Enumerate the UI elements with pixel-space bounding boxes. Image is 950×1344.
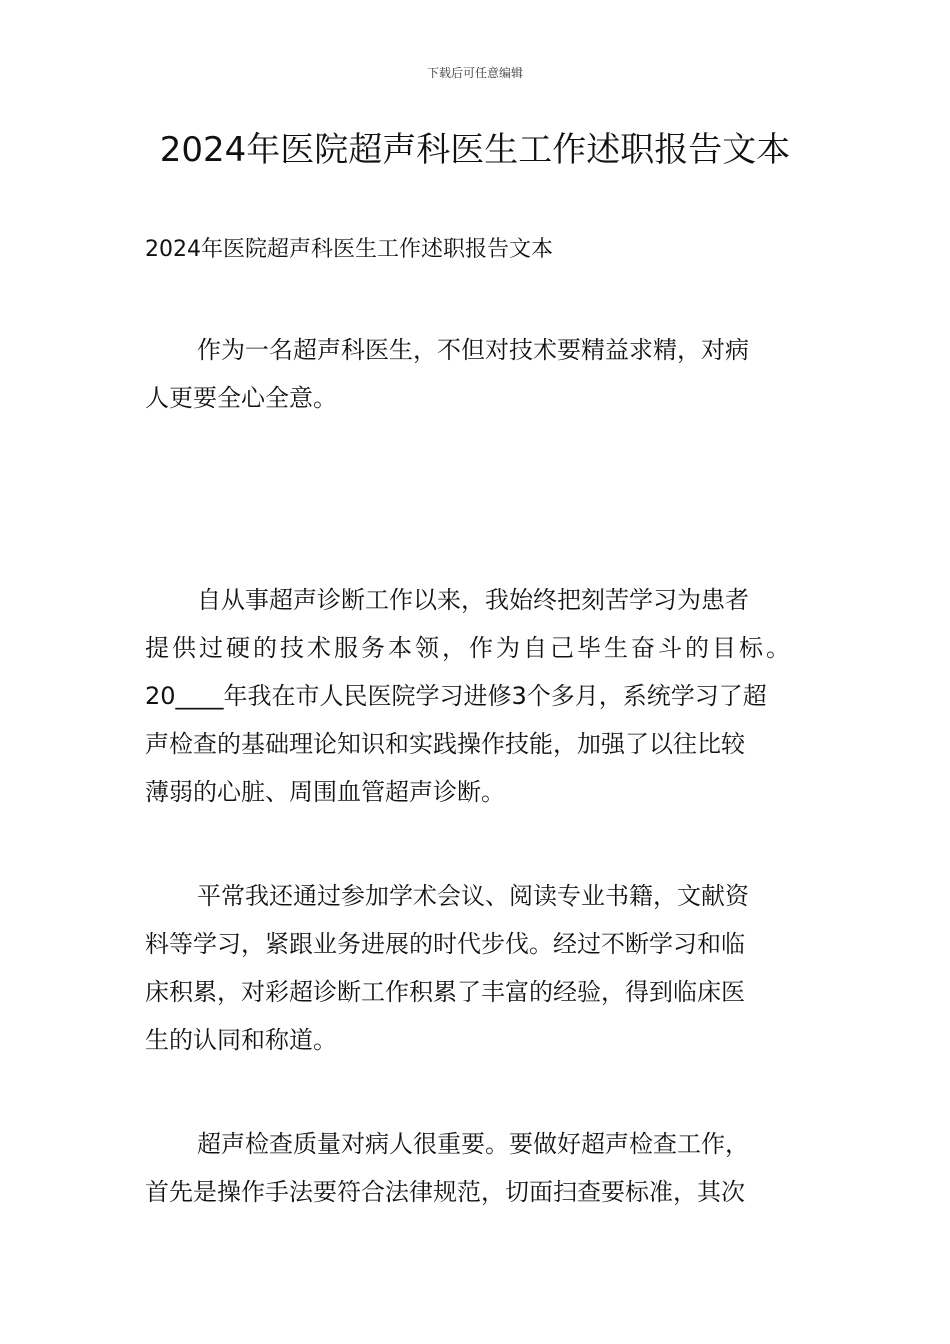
paragraph-line: 生的认同和称道。 (145, 1026, 337, 1054)
paragraph-3 (145, 872, 810, 1064)
paragraph-line: 自从事超声诊断工作以来，我始终把刻苦学习为患者 (197, 586, 749, 614)
paragraph-2 (145, 576, 810, 816)
document-subtitle: 2024年医院超声科医生工作述职报告文本 (145, 237, 553, 262)
page-header-note: 下载后可任意编辑 (426, 66, 523, 80)
paragraph-line: 作为一名超声科医生，不但对技术要精益求精，对病 (197, 336, 749, 364)
paragraph-line: 平常我还通过参加学术会议、阅读专业书籍，文献资 (197, 882, 749, 910)
paragraph-line: 料等学习，紧跟业务进展的时代步伐。经过不断学习和临 (145, 930, 745, 958)
paragraph-4 (145, 1120, 810, 1216)
paragraph-line: 声检查的基础理论知识和实践操作技能，加强了以往比较 (145, 730, 745, 758)
paragraph-line: 薄弱的心脏、周围血管超声诊断。 (145, 778, 505, 806)
paragraph-1 (145, 326, 810, 422)
paragraph-line: 首先是操作手法要符合法律规范，切面扫查要标准，其次 (145, 1178, 745, 1206)
paragraph-line: 提供过硬的技术服务本领，作为自己毕生奋斗的目标。 (145, 634, 793, 662)
paragraph-line: 人更要全心全意。 (145, 384, 337, 412)
paragraph-line: 20____年我在市人民医院学习进修3个多月，系统学习了超 (145, 682, 767, 710)
paragraph-line: 超声检查质量对病人很重要。要做好超声检查工作， (197, 1130, 749, 1158)
document-title: 2024年医院超声科医生工作述职报告文本 (159, 130, 791, 170)
paragraph-line: 床积累，对彩超诊断工作积累了丰富的经验，得到临床医 (145, 978, 745, 1006)
